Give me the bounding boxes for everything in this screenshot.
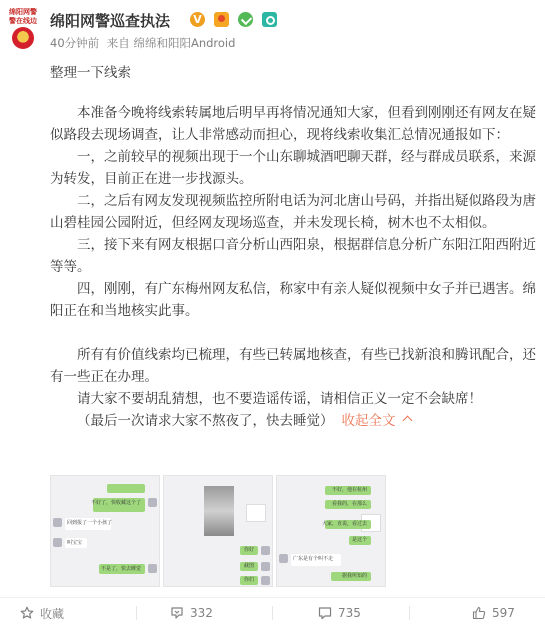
avatar-text: 警在线边 <box>9 17 37 25</box>
clue-1: 一，之前较早的视频出现于一个山东聊城酒吧聊天群，经与群成员联系，来源为转发，目前正在进一步找源头。 <box>50 149 536 187</box>
chat-text: 不是了，快去睡觉 <box>100 566 141 572</box>
collapse-button[interactable] <box>342 413 411 429</box>
video-frame <box>204 486 234 536</box>
post-note: （最后一次请求大家不熬夜了，快去睡觉） <box>77 413 334 429</box>
chat-text: 据我所知的 <box>341 573 367 579</box>
avatar <box>261 576 270 585</box>
comment-count: 735 <box>338 606 361 620</box>
post-paragraph <box>50 410 540 432</box>
comment-icon <box>318 606 332 620</box>
post-paragraph: 所有有价值线索均已梳理，有些已转属地核查，有些已找新浪和腾讯配合，还有一些正在办理。 <box>50 347 536 385</box>
post-paragraph: 请大家不要胡乱猜想，也不要造谣传谣，请相信正义一定不会缺席！ <box>77 391 482 407</box>
chat-text: 看我的，在那么 <box>331 501 367 507</box>
divider <box>272 606 273 620</box>
chat-text: 广东是有个叫不走 <box>293 556 334 562</box>
like-button[interactable] <box>472 598 515 628</box>
avatar <box>148 564 157 573</box>
avatar <box>53 518 62 527</box>
screenshot-thumbnail[interactable] <box>163 475 273 587</box>
avatar <box>148 498 157 507</box>
check-icon[interactable] <box>238 12 253 27</box>
star-icon <box>20 606 34 620</box>
clue-4: 四，刚刚，有广东梅州网友私信，称家中有亲人疑似视频中女子并已遇害。绵阳正在和当地核实此事。 <box>50 281 536 319</box>
chevron-up-icon <box>402 416 412 426</box>
repost-icon <box>170 606 184 620</box>
police-badge-icon <box>12 27 34 49</box>
action-bar <box>0 597 545 628</box>
post-content <box>50 62 540 432</box>
post-source[interactable]: 来自 绵绵和阳阳Android <box>106 36 236 50</box>
thumbs-up-icon <box>472 606 486 620</box>
verified-icon[interactable]: V <box>190 12 205 27</box>
post-intro: 本准备今晚将线索转属地后明早再将情况通知大家，但看到刚刚还有网友在疑似路段去现场调查，让人非常感动而担心，现将线索收集汇总情况通报如下： <box>50 105 536 143</box>
badge-row <box>190 9 281 27</box>
member-icon[interactable] <box>214 12 229 27</box>
avatar <box>53 538 62 547</box>
screenshot-thumbnail[interactable] <box>276 475 386 587</box>
chat-text: 你们 <box>243 577 254 583</box>
chat-text: 叫宝宝 <box>67 540 83 546</box>
chat-text: 是这个 <box>351 537 367 543</box>
post-time[interactable]: 40分钟前 <box>50 36 100 50</box>
chat-text: 你好 <box>243 547 254 553</box>
chat-text: 回到报了一个小孩了 <box>67 520 113 526</box>
camera-icon[interactable] <box>262 12 277 27</box>
comment-button[interactable] <box>318 598 361 628</box>
author-name[interactable]: 绵阳网警巡查执法 <box>50 12 171 30</box>
favorite-label: 收藏 <box>40 606 65 621</box>
clue-3: 三，接下来有网友根据口音分析山西阳泉，根据群信息分析广东阳江阳西附近等等。 <box>50 237 536 275</box>
like-count: 597 <box>492 606 515 620</box>
post-summary: 整理一下线索 <box>50 65 131 81</box>
divider <box>136 606 137 620</box>
favorite-button[interactable] <box>20 598 64 628</box>
post-header <box>0 0 545 60</box>
screenshot-thumbnail[interactable] <box>50 475 160 587</box>
chat-text: 不好，他在杭州 <box>331 487 367 493</box>
repost-count: 332 <box>190 606 213 620</box>
phone-icon <box>246 504 266 522</box>
post-meta <box>50 35 239 51</box>
collapse-label: 收起全文 <box>341 413 396 429</box>
image-gallery <box>50 475 540 585</box>
chat-text: 截图 <box>243 563 254 569</box>
avatar[interactable] <box>3 6 43 50</box>
avatar <box>261 562 270 571</box>
repost-button[interactable] <box>170 598 213 628</box>
divider <box>409 606 410 620</box>
chat-text: 大家，直说，看过去 <box>321 521 367 527</box>
avatar-text: 绵阳网警 <box>9 8 37 16</box>
avatar <box>261 546 270 555</box>
avatar <box>279 554 288 563</box>
chat-text: 不好了，快收藏这个了 <box>90 500 141 506</box>
clue-2: 二，之后有网友发现视频监控所附电话为河北唐山号码，并指出疑似路段为唐山碧桂园公园附近，但经网友现场巡查，并未发现长椅，树木也不太相似。 <box>50 193 536 231</box>
